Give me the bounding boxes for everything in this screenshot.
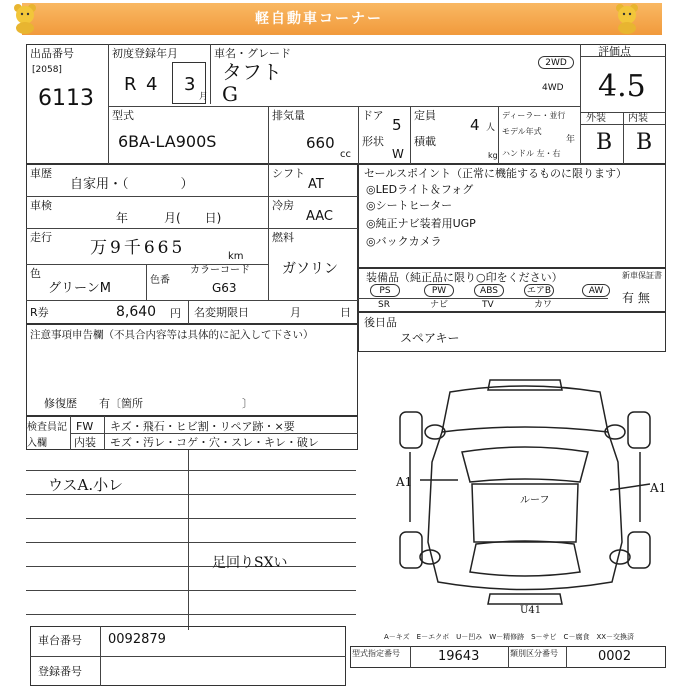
handwritten-note-2: 足回りSXい	[212, 555, 288, 571]
dealer-label: ディーラー・並行	[502, 111, 566, 120]
car-label: 車名・グレード	[214, 47, 291, 60]
bear-logo-left	[10, 2, 40, 34]
car-grade: G	[222, 82, 238, 106]
equip-tv: TV	[482, 300, 494, 310]
chassis-value: 0092879	[108, 632, 166, 647]
dealer-model-year: モデル年式	[502, 127, 542, 136]
first-reg-year: 4	[146, 74, 158, 95]
color-value: グリーンM	[48, 281, 111, 296]
equip-pw: PW	[424, 284, 454, 297]
name-change-label: 名変期限日	[194, 306, 249, 319]
bear-logo-right	[612, 2, 642, 34]
drive-2wd: 2WD	[538, 56, 574, 69]
shift-label: シフト	[272, 167, 305, 180]
load-label: 積載	[414, 135, 436, 148]
fuel-label: 燃料	[272, 231, 294, 244]
dealer-year-unit: 年	[566, 135, 576, 145]
type-label: 型式	[112, 109, 134, 122]
diagram-bottom: U41	[520, 605, 542, 616]
equipment-label: 装備品（純正品に限り○印をください）	[366, 271, 563, 284]
repair-label: 修復歴 有〔箇所 〕	[44, 397, 253, 410]
inspector-fw-row: キズ・飛石・ヒビ割・リペア跡・×要	[110, 420, 295, 433]
ext-label: 外装	[586, 113, 606, 124]
disp-value: 660	[306, 134, 335, 152]
sales-label: セールスポイント（正常に機能するものに限ります）	[364, 167, 628, 180]
ac-value: AAC	[306, 209, 333, 224]
door-value: 5	[392, 116, 402, 134]
inspection-value: 年 月( 日)	[116, 211, 222, 225]
handwritten-note-1: ウスA.小レ	[48, 476, 124, 494]
inspector-fw: FW	[76, 420, 94, 433]
recycle-label: R券	[30, 306, 49, 319]
shape-value: W	[392, 147, 404, 161]
header-title: 軽自動車コーナー	[255, 11, 383, 27]
reg-label: 登録番号	[38, 665, 82, 678]
ac-label: 冷房	[272, 199, 294, 212]
color-no-label: 色番	[150, 275, 170, 286]
equip-navi: ナビ	[430, 300, 449, 310]
int-label: 内装	[628, 113, 648, 124]
equip-abs: ABS	[474, 284, 504, 297]
notes-label: 後日品	[364, 316, 397, 329]
class-code-value: 0002	[598, 649, 632, 664]
remarks-label: 注意事項申告欄（不具合内容等は具体的に記入して下さい）	[30, 329, 314, 341]
sales-item-4: ◎バックカメラ	[366, 235, 442, 248]
cap-value: 4	[470, 116, 480, 134]
first-reg-label: 初度登録年月	[112, 47, 178, 60]
dealer-handle: ハンドル 左・右	[502, 149, 561, 158]
notes-value: スペアキー	[400, 331, 460, 345]
equip-ps: PS	[370, 284, 400, 297]
recycle-unit: 円	[170, 307, 181, 320]
history-label: 車歴	[30, 167, 52, 180]
score-value: 4.5	[598, 69, 646, 104]
score-label: 評価点	[598, 45, 631, 58]
name-change-day: 日	[340, 306, 351, 319]
diagram-mark-2: A1	[650, 481, 667, 495]
equip-airbag: エアB	[524, 284, 554, 297]
inspection-label: 車検	[30, 199, 52, 212]
diagram-center: ルーフ	[520, 495, 550, 506]
lot-sub: [2058]	[32, 65, 62, 75]
mileage-label: 走行	[30, 231, 52, 244]
first-reg-era: R	[124, 74, 137, 95]
disp-unit: cc	[340, 149, 351, 160]
equip-aw: AW	[582, 284, 610, 297]
model-code-value: 19643	[438, 649, 480, 664]
mileage-unit: km	[228, 251, 244, 262]
fuel-value: ガソリン	[282, 261, 338, 277]
class-code-label: 類別区分番号	[510, 649, 558, 658]
car-name: タフト	[222, 60, 282, 84]
chassis-label: 車台番号	[38, 634, 82, 647]
shift-value: AT	[308, 177, 324, 192]
lot-number: 6113	[38, 86, 94, 111]
cap-label: 定員	[414, 109, 436, 122]
warranty-value: 有 無	[622, 291, 650, 305]
diagram-mark-1: A1	[396, 475, 413, 489]
cap-unit: 人	[486, 123, 496, 133]
load-unit: kg	[488, 151, 498, 160]
color-code-label: カラーコード	[190, 265, 250, 276]
lot-label: 出品番号	[30, 47, 74, 60]
color-label: 色	[30, 267, 41, 280]
shape-label: 形状	[362, 135, 384, 148]
first-reg-month: 3	[184, 74, 196, 95]
sales-item-2: ◎シートヒーター	[366, 199, 453, 212]
inspector-label: 検査員記入欄	[27, 422, 67, 449]
recycle-value: 8,640	[116, 304, 157, 320]
disp-label: 排気量	[272, 109, 305, 122]
drive-4wd: 4WD	[542, 83, 564, 93]
mileage-value: 万9千665	[90, 238, 186, 258]
door-label: ドア	[362, 109, 384, 122]
first-reg-month-unit: 月	[199, 92, 209, 102]
color-code: G63	[212, 281, 237, 295]
warranty-label: 新車保証書	[622, 271, 662, 280]
history-value: 自家用・（ ）	[70, 177, 194, 192]
name-change-month: 月	[290, 306, 301, 319]
damage-legend: A－キズ E－エクボ U－凹み W－精修跡 S－サビ C－腐食 XX－交換済	[384, 633, 635, 641]
model-value: 6BA-LA900S	[118, 132, 217, 151]
equip-sr: SR	[378, 300, 390, 310]
equip-leather: カワ	[534, 300, 553, 310]
inspector-int-row: モズ・汚レ・コゲ・穴・スレ・キレ・破レ	[110, 436, 319, 449]
sales-item-3: ◎純正ナビ装着用UGP	[366, 217, 476, 230]
inspector-int: 内装	[74, 436, 96, 449]
sales-item-1: ◎LEDライト＆フォグ	[366, 183, 474, 196]
ext-value: B	[596, 130, 613, 155]
int-value: B	[636, 130, 653, 155]
model-code-label: 型式指定番号	[352, 649, 400, 658]
